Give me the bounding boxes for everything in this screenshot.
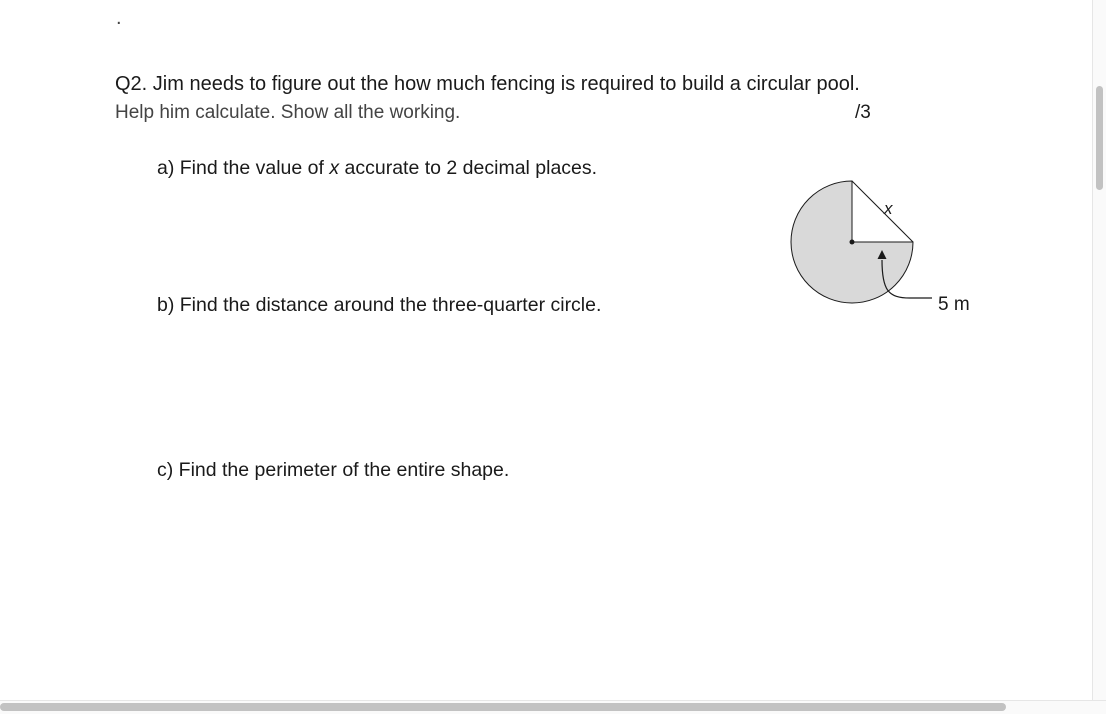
vertical-scrollbar-thumb[interactable] bbox=[1096, 86, 1103, 190]
part-a-variable: x bbox=[329, 157, 340, 179]
horizontal-scrollbar-thumb[interactable] bbox=[0, 703, 1006, 711]
part-b-text: b) Find the distance around the three-quarter circle. bbox=[157, 294, 602, 316]
center-point bbox=[850, 240, 855, 245]
part-a-text bbox=[157, 157, 597, 180]
chord-x bbox=[852, 181, 913, 242]
question-marks: /3 bbox=[855, 102, 871, 123]
radius-label: 5 m bbox=[938, 294, 970, 315]
part-a-before: a) Find the value of bbox=[157, 157, 330, 179]
part-a-after: accurate to 2 decimal places. bbox=[339, 157, 598, 179]
three-quarter-circle-diagram bbox=[770, 170, 1000, 330]
x-label: x bbox=[884, 199, 893, 218]
question-subtitle: Help him calculate. Show all the working. bbox=[115, 102, 461, 123]
part-c-text: c) Find the perimeter of the entire shape. bbox=[157, 459, 510, 481]
stray-mark: . bbox=[116, 7, 122, 29]
question-title: Q2. Jim needs to figure out the how much fencing is required to build a circular pool. bbox=[115, 73, 860, 95]
